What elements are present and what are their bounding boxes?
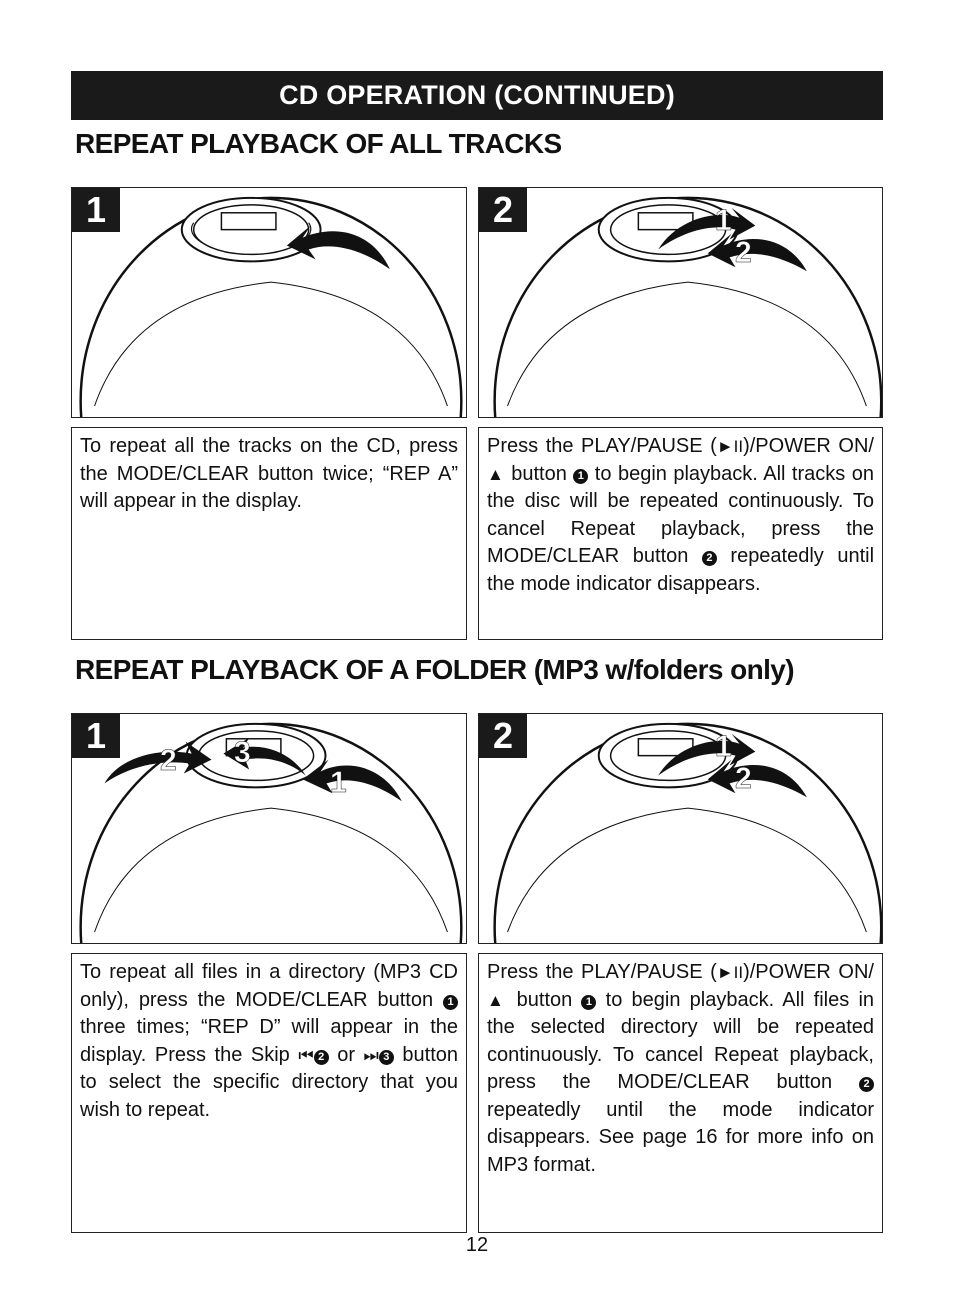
illustration-repeat-folder-step2 [478, 713, 883, 944]
instruction-text-repeat-all-step1: To repeat all the tracks on the CD, press the MODE/CLEAR button twice; “REP A” will appear in the display. [71, 427, 467, 640]
step-marker-1: 1 [573, 469, 588, 484]
instruction-text-repeat-folder-step2: Press the PLAY/PAUSE (►II)/POWER ON/▲ button 1 to begin playback. All files in the selected directory will be repeated continuously. To cancel Repeat playback, press the MODE/CLEAR button 2 repeatedly until the mode indicator disappears. See page 16 for more info on MP3 format. [478, 953, 883, 1233]
section-title-repeat-folder: REPEAT PLAYBACK OF A FOLDER (MP3 w/folders only) [75, 654, 794, 685]
eject-icon: ▲ [487, 464, 505, 484]
illustration-repeat-all-step1 [71, 187, 467, 418]
instruction-text-repeat-all-step2: Press the PLAY/PAUSE (►II)/POWER ON/▲ button 1 to begin playback. All tracks on the disc will be repeated continuously. To cancel Repeat playback, press the MODE/CLEAR button 2 repeatedly until the mode indicator disappears. [478, 427, 883, 640]
callout-number-1: 1 [715, 204, 732, 237]
callout-number-2: 2 [735, 236, 752, 269]
callout-number-2: 2 [160, 744, 177, 777]
skip-forward-icon: ⏭ [363, 1045, 379, 1065]
step-marker-3: 3 [379, 1050, 394, 1065]
header-title: CD OPERATION (CONTINUED) [279, 80, 675, 110]
instruction-text-repeat-folder-step1: To repeat all files in a directory (MP3 CD only), press the MODE/CLEAR button 1 three times; “REP D” will appear in the display. Press the Skip ⏮ 2 or ⏭ 3 button to select the specific directory that you wish to repeat. [71, 953, 467, 1233]
section-header-bar [71, 71, 883, 120]
cd-player-illustration [72, 714, 466, 943]
callout-number-3: 3 [234, 736, 251, 769]
eject-icon: ▲ [487, 990, 508, 1010]
step-marker-1: 1 [443, 995, 458, 1010]
cd-player-illustration [479, 714, 882, 943]
step-number-badge: 2 [479, 714, 527, 758]
callout-number-1: 1 [715, 730, 732, 763]
skip-back-icon: ⏮ [298, 1045, 314, 1065]
callout-number-1: 1 [330, 766, 347, 799]
step-number-badge: 2 [479, 188, 527, 232]
cd-player-illustration [479, 188, 882, 417]
illustration-repeat-folder-step1 [71, 713, 467, 944]
step-number-badge: 1 [72, 714, 120, 758]
play-pause-icon: ►II [716, 437, 744, 456]
step-marker-2: 2 [859, 1077, 874, 1092]
illustration-repeat-all-step2 [478, 187, 883, 418]
step-marker-1: 1 [581, 995, 596, 1010]
callout-number-2: 2 [735, 762, 752, 795]
step-marker-2: 2 [314, 1050, 329, 1065]
section-title-repeat-all: REPEAT PLAYBACK OF ALL TRACKS [75, 128, 562, 159]
play-pause-icon: ►II [716, 963, 744, 982]
cd-player-illustration [72, 188, 466, 417]
step-number-badge: 1 [72, 188, 120, 232]
step-marker-2: 2 [702, 551, 717, 566]
page-number: 12 [465, 1234, 489, 1256]
